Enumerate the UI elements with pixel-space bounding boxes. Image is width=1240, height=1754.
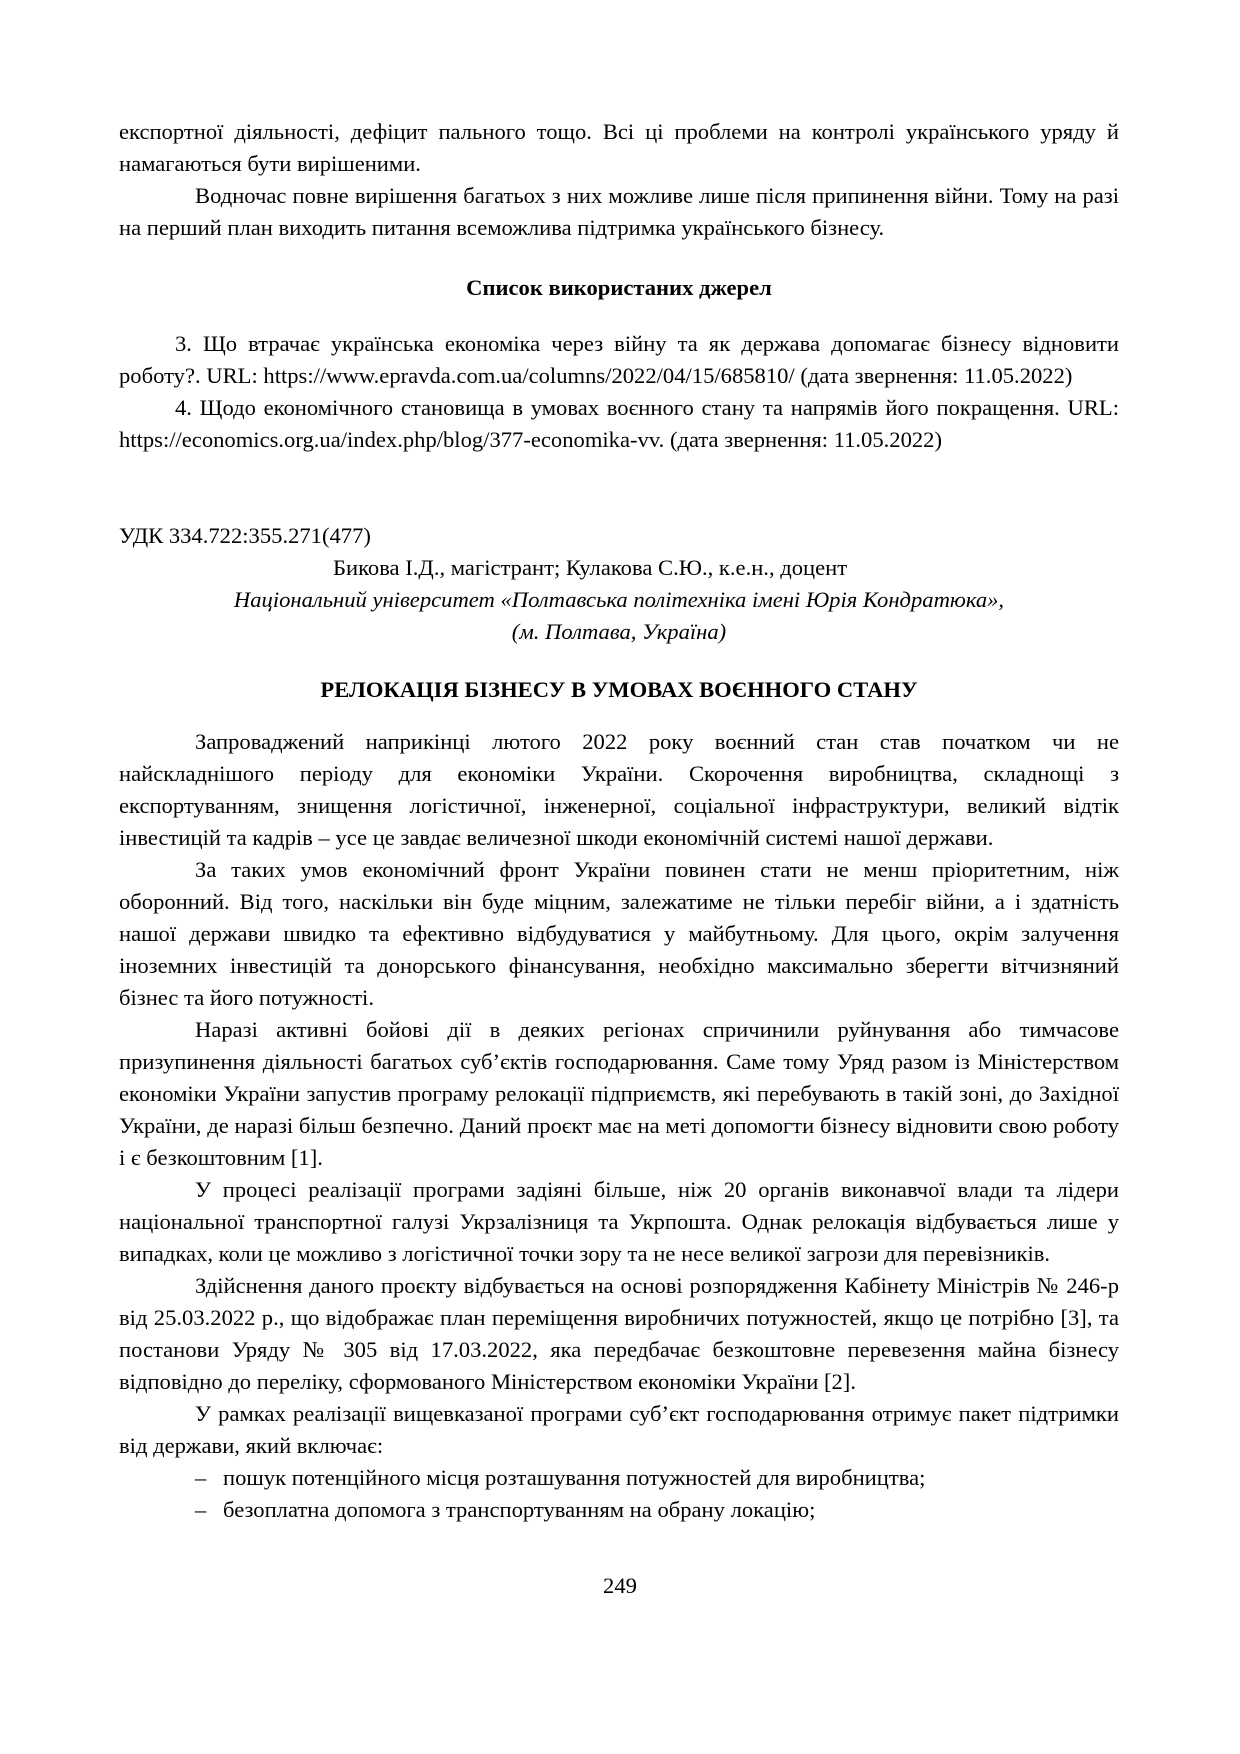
page-number: 249 bbox=[603, 1573, 637, 1598]
affiliation-line-1: Національний університет «Полтавська політехніка імені Юрія Кондратюка», bbox=[233, 587, 1005, 612]
intro-paragraph-1: експортної діяльності, дефіцит пального тощо. Всі ці проблеми на контролі українського уряду й намагаються бути вирішеними. bbox=[119, 119, 1119, 176]
reference-item-4: 4. Щодо економічного становища в умовах воєнного стану та напрямів його покращення. URL: https://economics.org.ua/index.php/blog/377-economika-vv. (дата звернення: 11.05.2022) bbox=[119, 395, 1119, 452]
page-content bbox=[119, 116, 1119, 1526]
references-heading: Список використаних джерел bbox=[466, 275, 772, 300]
body-paragraph-5: Здійснення даного проєкту відбувається на основі розпорядження Кабінету Міністрів № 246-р від 25.03.2022 р., що відображає план переміщення виробничих потужностей, якщо це потрібно [3], та постанови Уряду № 305 від 17.03.2022, яка передбачає безкоштовне перевезення майна бізнесу відповідно до переліку, сформованого Міністерством економіки України [2]. bbox=[119, 1273, 1119, 1394]
affiliation-line-2: (м. Полтава, Україна) bbox=[511, 619, 727, 644]
body-paragraph-2: За таких умов економічний фронт України повинен стати не менш пріоритетним, ніж оборонний. Від того, наскільки він буде міцним, залежатиме не тільки перебіг війни, а і здатність нашої держави швидко та ефективно відбудуватися у майбутньому. Для цього, окрім залучення іноземних інвестицій та донорського фінансування, необхідно максимально зберегти вітчизняний бізнес та його потужності. bbox=[119, 857, 1119, 1010]
list-item bbox=[119, 1494, 1119, 1526]
udk-code: УДК 334.722:355.271(477) bbox=[119, 523, 371, 548]
body-paragraph-3: Наразі активні бойові дії в деяких регіонах спричинили руйнування або тимчасове призупинення діяльності багатьох суб’єктів господарювання. Саме тому Уряд разом із Міністерством економіки України запустив програму релокації підприємств, які перебувають в такій зоні, до Західної України, де наразі більш безпечно. Даний проєкт має на меті допомогти бізнесу відновити свою роботу і є безкоштовним [1]. bbox=[119, 1017, 1119, 1170]
body-paragraph-1: Запроваджений наприкінці лютого 2022 року воєнний стан став початком чи не найскладнішого періоду для економіки України. Скорочення виробництва, складнощі з експортуванням, знищення логістичної, інженерної, соціальної інфраструктури, великий відтік інвестицій та кадрів – усе це завдає величезної шкоди економічній системі нашої держави. bbox=[119, 729, 1119, 850]
list-item-text: безоплатна допомога з транспортуванням на обрану локацію; bbox=[223, 1497, 816, 1522]
reference-item-3: 3. Що втрачає українська економіка через війну та як держава допомагає бізнесу відновити роботу?. URL: https://www.epravda.com.ua/columns/2022/04/15/685810/ (дата звернення: 11.05.2022) bbox=[119, 331, 1119, 388]
intro-paragraph-2: Водночас повне вирішення багатьох з них можливе лише після припинення війни. Тому на разі на перший план виходить питання всеможлива підтримка українського бізнесу. bbox=[119, 183, 1119, 240]
list-item-text: пошук потенційного місця розташування потужностей для виробництва; bbox=[223, 1465, 926, 1490]
body-paragraph-4: У процесі реалізації програми задіяні більше, ніж 20 органів виконавчої влади та лідери національної транспортної галузі Укрзалізниця та Укрпошта. Однак релокація відбувається лише у випадках, коли це можливо з логістичної точки зору та не несе великої загрози для перевізників. bbox=[119, 1177, 1119, 1266]
list-dash: – bbox=[195, 1497, 207, 1522]
article-authors: Бикова І.Д., магістрант; Кулакова С.Ю., к.е.н., доцент bbox=[333, 555, 848, 580]
list-item bbox=[119, 1462, 1119, 1494]
article-title: РЕЛОКАЦІЯ БІЗНЕСУ В УМОВАХ ВОЄННОГО СТАНУ bbox=[320, 677, 918, 702]
list-dash: – bbox=[195, 1465, 207, 1490]
body-paragraph-6: У рамках реалізації вищевказаної програми суб’єкт господарювання отримує пакет підтримки від держави, який включає: bbox=[119, 1401, 1119, 1458]
